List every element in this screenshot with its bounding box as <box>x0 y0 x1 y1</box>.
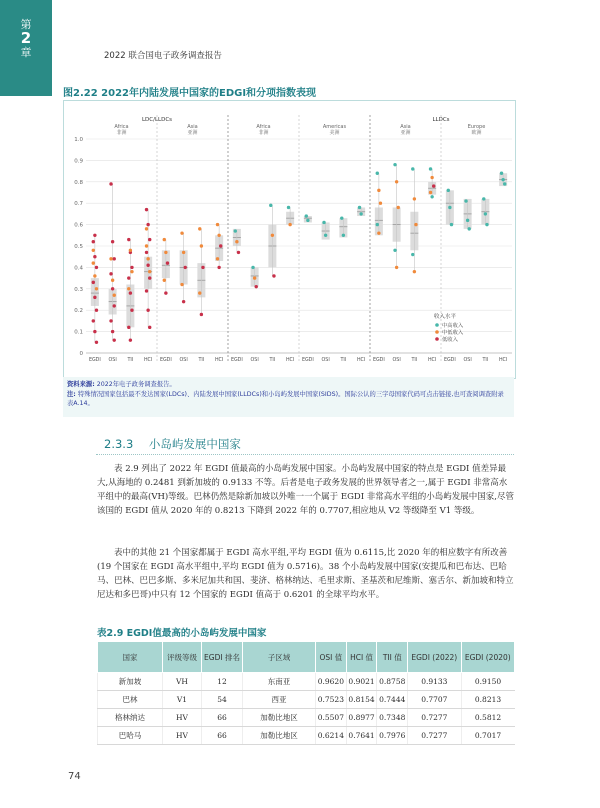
chapter-number: 2 <box>20 29 32 47</box>
data-point <box>411 167 414 170</box>
region-label-zh: 非洲 <box>116 130 127 136</box>
data-point <box>377 231 380 234</box>
data-point <box>237 251 240 254</box>
paragraph-2: 表中的其他 21 个国家都属于 EGDI 高水平组,平均 EGDI 值为 0.6115,比 2020 年的相应数字有所改善(19 个国家在 EGDI 高水平组中,平均 EGDI 值为 0.5716)。38 个小岛屿发展中国家(安提瓜和巴布达、巴哈马、巴林、巴巴多斯、多米尼加共和国、斐济、格林纳达、毛里求斯、圣基茨和尼维斯、塞舌尔、新加坡和特立尼达和多巴哥)中只有 12 个国家的 EGDI 值高于 0.6201 的全球平均水平。 <box>97 548 514 600</box>
legend-marker <box>435 337 439 341</box>
data-point <box>340 216 343 219</box>
x-tick-label: TII <box>411 358 418 363</box>
data-point <box>130 266 133 269</box>
cell: HV <box>163 709 202 727</box>
data-point <box>146 309 149 312</box>
data-point <box>235 240 238 243</box>
data-point <box>93 330 96 333</box>
data-point <box>253 276 256 279</box>
data-point <box>413 197 416 200</box>
y-tick-label: 1.0 <box>74 137 83 143</box>
cell: V1 <box>163 691 202 709</box>
data-point <box>129 291 132 294</box>
table-row <box>98 673 515 691</box>
legend-marker <box>435 330 439 334</box>
data-point <box>111 330 114 333</box>
cell: HV <box>163 727 202 745</box>
col-hci: HCI 值 <box>346 642 377 673</box>
egdi-table <box>97 641 515 745</box>
data-point <box>95 266 98 269</box>
data-point <box>145 289 148 292</box>
source-text: 2022年电子政务调查报告。 <box>96 381 176 388</box>
data-point <box>146 223 149 226</box>
data-point <box>342 234 345 237</box>
data-point <box>482 197 485 200</box>
data-point <box>182 300 185 303</box>
data-point <box>164 251 167 254</box>
data-point <box>92 319 95 322</box>
chapter-prefix: 第 <box>20 18 32 31</box>
data-point <box>305 214 308 217</box>
running-head: 2022 联合国电子政务调查报告 <box>104 51 222 61</box>
data-point <box>272 274 275 277</box>
cell: 66 <box>202 727 243 745</box>
y-tick-label: 0.1 <box>74 329 83 336</box>
y-tick-label: 0.8 <box>74 179 83 186</box>
data-point <box>92 249 95 252</box>
data-point <box>450 223 453 226</box>
section-divider <box>96 454 514 455</box>
cell: 0.7523 <box>316 691 347 709</box>
data-point <box>306 219 309 222</box>
data-point <box>95 341 98 344</box>
data-point <box>111 240 114 243</box>
table-row <box>98 691 515 709</box>
cell: 0.7277 <box>408 727 461 745</box>
cell: VH <box>163 673 202 691</box>
data-point <box>92 261 95 264</box>
data-point <box>148 270 151 273</box>
data-point <box>429 191 432 194</box>
region-label-en: Asia <box>187 124 198 130</box>
data-point <box>393 249 396 252</box>
cell: 加勒比地区 <box>243 709 316 727</box>
x-tick-label: OSI <box>179 358 188 363</box>
data-point <box>93 296 96 299</box>
col-rating: 评级等级 <box>163 642 202 673</box>
data-point <box>109 257 112 260</box>
data-point <box>113 338 116 341</box>
data-point <box>413 270 416 273</box>
data-point <box>145 208 148 211</box>
source-note <box>67 380 176 389</box>
cell: 0.8213 <box>461 691 514 709</box>
col-rank: EGDI 排名 <box>202 642 243 673</box>
region-label-en: Americas <box>322 124 347 130</box>
data-point <box>217 234 220 237</box>
x-tick-label: HCI <box>214 358 224 363</box>
data-point <box>379 202 382 205</box>
cell: 0.8758 <box>377 673 408 691</box>
data-point <box>255 285 258 288</box>
data-point <box>359 212 362 215</box>
x-tick-label: HCI <box>356 358 366 363</box>
data-point <box>429 167 432 170</box>
data-point <box>397 206 400 209</box>
data-point <box>251 266 254 269</box>
data-point <box>466 219 469 222</box>
y-tick-label: 0.9 <box>74 158 83 165</box>
data-point <box>180 283 183 286</box>
cell: 0.7348 <box>377 709 408 727</box>
cell: 0.8977 <box>346 709 377 727</box>
region-label-zh: 亚洲 <box>187 130 198 136</box>
cell: 0.5812 <box>461 709 514 727</box>
data-point <box>111 287 114 290</box>
data-point <box>269 204 272 207</box>
x-tick-label: EGDI <box>159 358 172 363</box>
data-point <box>148 276 151 279</box>
data-point <box>503 182 506 185</box>
data-point <box>485 223 488 226</box>
legend-title: 收入水平 <box>434 314 457 320</box>
x-tick-label: OSI <box>108 358 117 363</box>
legend-label: 中低收入 <box>442 330 464 336</box>
data-point <box>198 227 201 230</box>
cell: 新加坡 <box>98 673 163 691</box>
legend-marker <box>435 323 439 327</box>
data-point <box>109 272 112 275</box>
data-point <box>127 287 130 290</box>
cell: 西亚 <box>243 691 316 709</box>
data-point <box>448 206 451 209</box>
cell: 0.9620 <box>316 673 347 691</box>
cell: 加勒比地区 <box>243 727 316 745</box>
data-point <box>377 189 380 192</box>
figure-notes <box>63 377 514 417</box>
x-tick-label: TII <box>198 358 205 363</box>
data-point <box>145 244 148 247</box>
data-point <box>182 251 185 254</box>
note-label: 注: <box>67 391 76 398</box>
cell: 0.7641 <box>346 727 377 745</box>
data-point <box>430 176 433 179</box>
data-point <box>93 234 96 237</box>
x-tick-label: EGDI <box>88 358 101 363</box>
data-point <box>322 221 325 224</box>
data-point <box>200 313 203 316</box>
paragraph-1: 表 2.9 列出了 2022 年 EGDI 值最高的小岛屿发展中国家。小岛屿发展中国家的特点是 EGDI 值差异最大,从海地的 0.2481 到新加坡的 0.9133 不等。后者是电子政务发展的世界领导者之一,属于 EGDI 非常高水平组中的最高(VH)等级。巴林仍然是除新加坡以外唯一一个属于 EGDI 非常高水平组的小岛屿发展中国家,尽管该国的 EGDI 值从 2020 年的 0.8213 下降到 2022 年的 0.7707,相应地从 V2 等级降至 V1 等级。 <box>97 464 514 516</box>
figure-frame <box>63 100 516 379</box>
cell: 0.7976 <box>377 727 408 745</box>
table-row <box>98 709 515 727</box>
data-point <box>93 274 96 277</box>
group-title: LLDCs <box>432 117 450 123</box>
region-label-zh: 美洲 <box>329 130 340 136</box>
x-tick-label: OSI <box>463 358 472 363</box>
x-tick-label: HCI <box>498 358 508 363</box>
y-tick-label: 0.3 <box>74 286 83 293</box>
data-point <box>127 276 130 279</box>
cell: 0.6214 <box>316 727 347 745</box>
data-point <box>288 223 291 226</box>
region-label-en: Asia <box>400 124 411 130</box>
data-point <box>324 234 327 237</box>
data-point <box>376 223 379 226</box>
x-tick-label: OSI <box>250 358 259 363</box>
y-tick-label: 0.4 <box>74 265 83 272</box>
data-point <box>216 223 219 226</box>
data-point <box>376 172 379 175</box>
data-point <box>166 261 169 264</box>
x-tick-label: EGDI <box>301 358 314 363</box>
cell: 0.8154 <box>346 691 377 709</box>
data-point <box>163 238 166 241</box>
col-country: 国家 <box>98 642 163 673</box>
data-point <box>500 172 503 175</box>
data-point <box>432 184 435 187</box>
data-point <box>217 266 220 269</box>
footnote <box>67 390 507 408</box>
x-tick-label: TII <box>340 358 347 363</box>
x-tick-label: EGDI <box>372 358 385 363</box>
data-point <box>201 266 204 269</box>
data-point <box>180 231 183 234</box>
x-tick-label: TII <box>482 358 489 363</box>
x-tick-label: HCI <box>143 358 153 363</box>
x-tick-label: HCI <box>285 358 295 363</box>
data-point <box>113 257 116 260</box>
section-title: 小岛屿发展中国家 <box>148 437 241 451</box>
col-osi: OSI 值 <box>316 642 347 673</box>
data-point <box>234 229 237 232</box>
data-point <box>163 279 166 282</box>
cell: 0.7444 <box>377 691 408 709</box>
region-label-en: Africa <box>256 124 271 130</box>
data-point <box>92 281 95 284</box>
data-point <box>127 326 130 329</box>
table-row <box>98 727 515 745</box>
data-point <box>468 227 471 230</box>
data-point <box>395 266 398 269</box>
data-point <box>271 234 274 237</box>
cell: 0.9150 <box>461 673 514 691</box>
data-point <box>411 253 414 256</box>
data-point <box>109 319 112 322</box>
note-text: 特殊情况国家包括最不发达国家(LDCs)、内陆发展中国家(LLDCs)和小岛屿发展中国家(SIDS)。国际公认的三字母国家代码可点击链接,也可查阅调查附录表A.14。 <box>67 391 504 407</box>
data-point <box>395 180 398 183</box>
data-point <box>447 189 450 192</box>
table-header-row <box>98 642 515 673</box>
data-point <box>111 279 114 282</box>
y-tick-label: 0.6 <box>74 222 83 229</box>
region-label-en: Europe <box>467 124 486 130</box>
data-point <box>501 178 504 181</box>
x-tick-label: TII <box>269 358 276 363</box>
col-subregion: 子区域 <box>243 642 316 673</box>
cell: 0.9021 <box>346 673 377 691</box>
data-point <box>145 251 148 254</box>
data-point <box>164 291 167 294</box>
data-point <box>95 287 98 290</box>
section-heading <box>104 436 241 452</box>
chapter-tab <box>0 0 52 96</box>
data-point <box>184 266 187 269</box>
cell: 54 <box>202 691 243 709</box>
cell: 0.5507 <box>316 709 347 727</box>
data-point <box>358 206 361 209</box>
region-label-zh: 亚洲 <box>400 130 411 136</box>
data-point <box>148 326 151 329</box>
cell: 0.9133 <box>408 673 461 691</box>
page-number: 74 <box>68 771 81 782</box>
data-point <box>95 309 98 312</box>
y-tick-label: 0.5 <box>74 244 83 250</box>
data-point <box>146 264 149 267</box>
data-point <box>145 227 148 230</box>
cell: 0.7017 <box>461 727 514 745</box>
legend-label: 中高收入 <box>442 323 464 329</box>
data-point <box>287 206 290 209</box>
section-number: 2.3.3 <box>104 437 134 451</box>
col-egdi-2020: EGDI (2020) <box>461 642 514 673</box>
cell: 66 <box>202 709 243 727</box>
x-tick-label: TII <box>127 358 134 363</box>
y-tick-label: 0 <box>79 351 83 357</box>
legend-label: 低收入 <box>442 337 458 343</box>
cell: 巴林 <box>98 691 163 709</box>
figure-title: 图2.22 2022年内陆发展中国家的EDGI和分项指数表现 <box>63 88 317 99</box>
data-point <box>464 199 467 202</box>
chapter-suffix: 章 <box>20 46 32 59</box>
data-point <box>216 257 219 260</box>
data-point <box>200 244 203 247</box>
cell: 巴哈马 <box>98 727 163 745</box>
region-label-en: Africa <box>114 124 129 130</box>
data-point <box>113 304 116 307</box>
region-label-zh: 欧洲 <box>471 130 482 136</box>
data-point <box>129 249 132 252</box>
col-egdi-2022: EGDI (2022) <box>408 642 461 673</box>
x-tick-label: HCI <box>427 358 437 363</box>
data-point <box>198 291 201 294</box>
data-point <box>130 309 133 312</box>
data-point <box>219 244 222 247</box>
col-tii: TII 值 <box>377 642 408 673</box>
y-tick-label: 0.7 <box>74 201 83 208</box>
cell: 东南亚 <box>243 673 316 691</box>
data-point <box>430 195 433 198</box>
data-point <box>484 212 487 215</box>
data-point <box>93 255 96 258</box>
data-point <box>148 238 151 241</box>
x-tick-label: EGDI <box>443 358 456 363</box>
data-point <box>393 163 396 166</box>
chart <box>64 101 515 378</box>
table-title: 表2.9 EGDI值最高的小岛屿发展中国家 <box>97 628 267 639</box>
x-tick-label: OSI <box>392 358 401 363</box>
data-point <box>113 294 116 297</box>
data-point <box>130 270 133 273</box>
data-point <box>127 238 130 241</box>
data-point <box>129 338 132 341</box>
source-label: 资料来源: <box>67 381 95 388</box>
data-point <box>109 182 112 185</box>
group-title: LDC/LLDCs <box>141 117 173 123</box>
y-tick-label: 0.2 <box>74 308 83 315</box>
data-point <box>146 257 149 260</box>
x-tick-label: OSI <box>321 358 330 363</box>
cell: 0.7707 <box>408 691 461 709</box>
cell: 格林纳达 <box>98 709 163 727</box>
data-point <box>414 223 417 226</box>
cell: 12 <box>202 673 243 691</box>
data-point <box>92 240 95 243</box>
region-label-zh: 非洲 <box>258 130 269 136</box>
x-tick-label: EGDI <box>230 358 243 363</box>
cell: 0.7277 <box>408 709 461 727</box>
